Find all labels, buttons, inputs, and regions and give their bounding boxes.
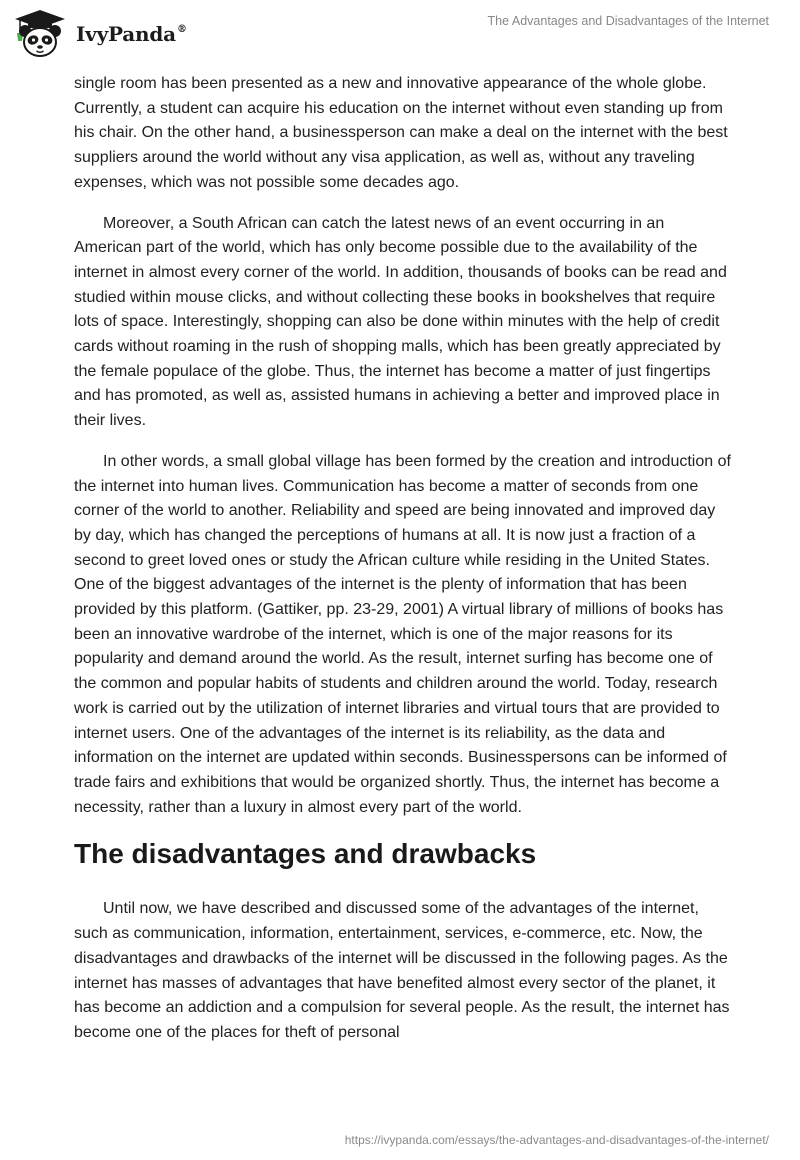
running-title: The Advantages and Disadvantages of the Internet	[487, 14, 769, 28]
panda-graduate-icon	[13, 9, 67, 59]
brand-logo[interactable]	[13, 9, 187, 59]
brand-name: IvyPanda®	[76, 22, 187, 46]
section-heading: The disadvantages and drawbacks	[74, 838, 537, 870]
paragraph: Moreover, a South African can catch the latest news of an event occurring in an American part of the world, which has only become possible due to the availability of the internet in almost every corner of the world. In addition, thousands of books can be read and studied within mouse clicks, and without collecting these books in bookshelves that require lots of space. Interestingly, shopping can also be done within minutes with the help of credit cards without roaming in the rush of shopping malls, which has been greatly appreciated by the female populace of the globe. Thus, the internet has become a matter of just fingertips and has promoted, as well as, assisted humans in achieving a better and improved place in their lives.	[74, 214, 727, 430]
source-url-link[interactable]: https://ivypanda.com/essays/the-advantages-and-disadvantages-of-the-internet/	[344, 1133, 769, 1147]
paragraph: Until now, we have described and discussed some of the advantages of the internet, such as communication, information, entertainment, services, e-commerce, etc. Now, the disadvantages and drawbacks of the internet will be discussed in the following pages. As the internet has masses of advantages that have benefited almost every sector of the planet, it has become an addiction and a compulsion for several people. As the result, the internet has become one of the places for theft of personal	[74, 900, 730, 1041]
trademark-symbol: ®	[176, 24, 187, 35]
paragraph: In other words, a small global village has been formed by the creation and introduction of the internet into human lives. Communication has become a matter of seconds from one corner of the world to another. Reliability and speed are being innovated and improved day by day, which has changed the perceptions of humans at all. It is now just a fraction of a second to greet loved ones or study the African culture while residing in the United States. One of the biggest advantages of the internet is the plenty of information that has been provided by this platform. (Gattiker, pp. 23-29, 2001) A virtual library of millions of books has been an innovative wardrobe of the internet, which is one of the major reasons for its popularity and demand around the world. As the result, internet surfing has become one of the common and popular habits of students and children around the world. Today, research work is carried out by the utilization of internet libraries and virtual tours that are provided to internet users. One of the advantages of the internet is its reliability, as the data and information on the internet are updated within seconds. Businesspersons can be informed of trade fairs and exhibitions that would be organized shortly. Thus, the internet has become a necessity, rather than a luxury in almost every part of the world.	[74, 452, 731, 816]
paragraph: single room has been presented as a new and innovative appearance of the whole globe. Currently, a student can acquire his education on the internet without even standing up from his chair. On the other hand, a businessperson can make a deal on the internet with the best suppliers around the world without any visa application, as well as, without any traveling expenses, which was not possible some decades ago.	[74, 75, 728, 191]
essay-body	[74, 72, 734, 1062]
